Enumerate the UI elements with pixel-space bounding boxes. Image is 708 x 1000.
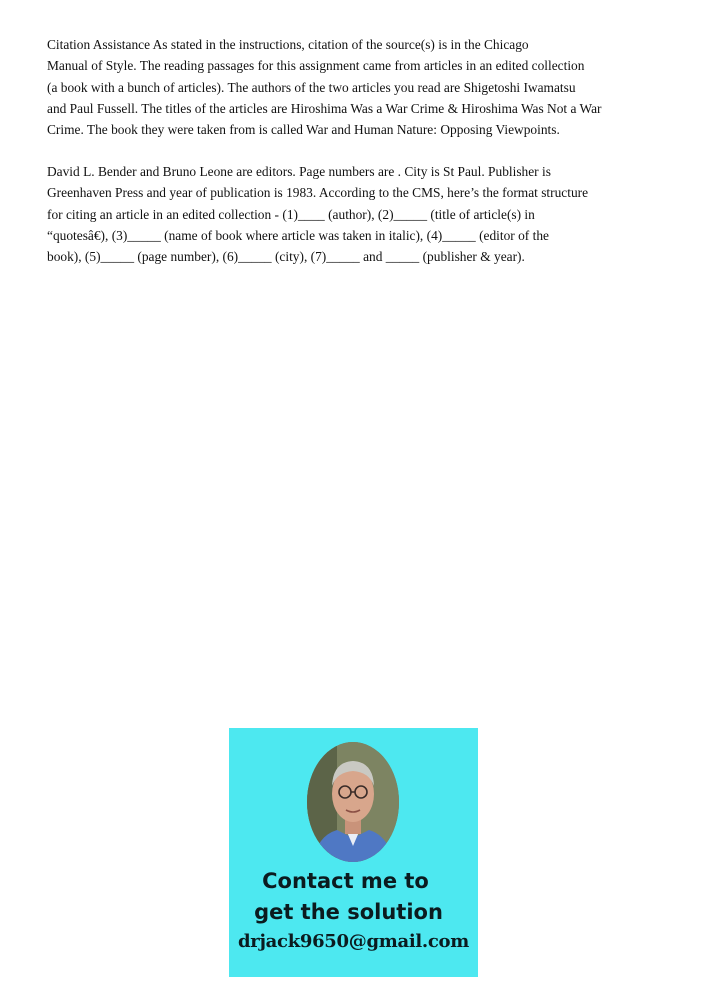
ad-heading-line: get the solution	[254, 900, 443, 924]
text-line: Greenhaven Press and year of publication is 1983. According to the CMS, here’s the format structure	[47, 185, 589, 201]
contact-email-link[interactable]: drjack9650@gmail.com	[237, 931, 470, 952]
paragraph-citation-format	[47, 161, 687, 267]
text-line: Citation Assistance As stated in the instructions, citation of the source(s) is in the Chicago	[47, 37, 529, 52]
ad-heading-line: Contact me to	[262, 869, 429, 893]
text-line: Crime. The book they were taken from is called War and Human Nature: Opposing Viewpoints.	[47, 122, 560, 138]
text-line: book), (5)_____ (page number), (6)_____ (city), (7)_____ and _____ (publisher & year).	[47, 249, 525, 265]
text-line: “quotesâ€), (3)_____ (name of book where article was taken in italic), (4)_____ (editor of the	[47, 227, 549, 243]
text-line: David L. Bender and Bruno Leone are editors. Page numbers are . City is St Paul. Publisher is	[47, 164, 551, 179]
text-line: (a book with a bunch of articles). The authors of the two articles you read are Shigetoshi Iwamatsu	[47, 79, 576, 95]
contact-ad-banner[interactable]	[229, 728, 478, 977]
text-line: for citing an article in an edited collection - (1)____ (author), (2)_____ (title of article(s) in	[47, 206, 535, 222]
person-portrait-icon	[307, 742, 399, 862]
paragraph-citation-intro	[47, 34, 687, 140]
text-line: and Paul Fussell. The titles of the articles are Hiroshima Was a War Crime & Hiroshima Was Not a War	[47, 100, 602, 116]
text-line: Manual of Style. The reading passages for this assignment came from articles in an edited collection	[47, 58, 585, 74]
profile-photo	[307, 742, 399, 862]
